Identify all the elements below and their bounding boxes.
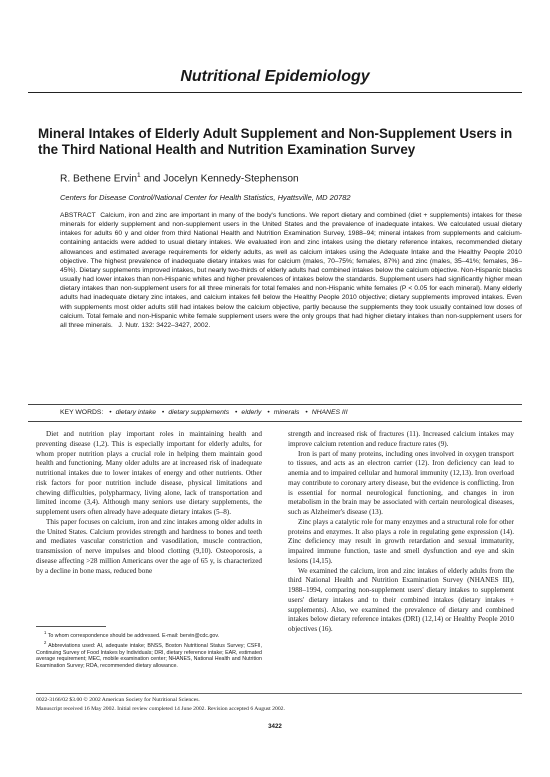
footnote-rule <box>36 626 106 627</box>
keywords-rule <box>28 421 522 422</box>
author-list <box>60 172 299 184</box>
bullet-icon: • <box>267 409 270 416</box>
body-column-left <box>36 430 262 576</box>
header-rule <box>28 92 522 93</box>
footer-rule <box>36 693 522 694</box>
keyword: dietary supplements <box>168 409 230 416</box>
author-name-2: and Jocelyn Kennedy-Stephenson <box>140 173 299 185</box>
abstract-text: Calcium, iron and zinc are important in many of the body's functions. We report dietary and combined (diet + supplements) intakes for these minerals for elderly supplement and non-supplement users in the United States and the prevalence of inadequate intakes. We calculated usual dietary intakes for adults 60 y and older from third National Health and Nutrition Examination Survey, 1988–94; mineral intakes from supplements and calcium-containing antacids were added to usual dietary intakes. We evaluated iron and zinc intakes using the dietary reference intakes, recommended dietary allowances and estimated average requirements for elderly adults, as well as calcium intakes using the Adequate Intake and the Healthy People 2010 objective. The highest prevalence of inadequate dietary intakes was for calcium (males, 70–75%; females, 87%) and zinc (males, 35–41%; females, 36–45%). Dietary supplements improved intakes, but nearly two-thirds of elderly adults had combined intakes below the calcium objective. Non-Hispanic blacks usually had lower intakes than non-Hispanic whites and higher prevalences of intakes below the standards. Supplement users had significantly higher mean dietary intakes than non-supplement users for all three minerals for total females and non-Hispanic white females (P < 0.05 for each mineral). Many elderly adults had inadequate dietary zinc intakes, and calcium intakes fell below the Healthy People 2010 objective; dietary supplements improved intakes. Even with supplements most older adults still had intakes below the calcium objective, partly because the supplements they took usually contained low doses of calcium. Total female and non-Hispanic white female supplement users were the only groups that had higher dietary intakes than non-supplement users for all three minerals. <box>60 212 522 329</box>
page-number: 3422 <box>268 723 282 730</box>
footnote-text: Abbreviations used: AI, adequate intake; BNSS, Boston Nutritional Status Survey; CSFII, Continuing Survey of Food Intakes by Individuals; DRI, dietary reference intake; EAR, estimated average requirement; MEC, mobile examination center; NHANES, National Health and Nutrition Examination Survey; RDA, recommended dietary allowance. <box>36 643 262 669</box>
affiliation: Centers for Disease Control/National Center for Health Statistics, Hyattsville, MD 20782 <box>60 193 351 202</box>
abstract <box>60 211 522 330</box>
article-title: Mineral Intakes of Elderly Adult Supplement and Non-Supplement Users in the Third National Health and Nutrition Examination Survey <box>38 126 513 157</box>
body-paragraph: This paper focuses on calcium, iron and zinc intakes among older adults in the United States. Calcium provides strength and hardness to bones and teeth and mediates vascular constriction and vasodilation, muscle contraction, transmission of nerve impulses and blood clotting (9,10). Osteoporosis, a disease affecting >28 million Americans over the age of 65 y, is characterized by a decline in bone mass, reduced bone <box>36 517 262 575</box>
body-paragraph: Iron is part of many proteins, including ones involved in oxygen transport to tissues, and acts as an electron carrier (12). Iron deficiency can lead to anemia and to impaired cellular and humoral immunity (12,13). Iron overload may contribute to coronary artery disease, but the evidence is conflicting. Iron is essential for normal neurological functioning, and changes in iron metabolism in the brain may be associated with certain neurological diseases, such as Alzheimer's disease (13). <box>288 449 514 516</box>
manuscript-dates: Manuscript received 16 May 2002. Initial review completed 14 June 2002. Revision accepted 6 August 2002. <box>36 706 285 712</box>
body-paragraph: strength and increased risk of fractures (11). Increased calcium intakes may improve calcium retention and reduce fracture rates (9). <box>288 430 514 448</box>
author-name-1: R. Bethene Ervin <box>60 173 138 185</box>
keyword: NHANES III <box>311 409 348 416</box>
footnote <box>36 640 262 669</box>
body-paragraph: Diet and nutrition play important roles in maintaining health and preventing disease (1,2). This is especially important for elderly adults, for whom proper nutrition plays a crucial role in helping them maintain good health and functioning. Many older adults are at increased risk of inadequate nutritional intakes due to lower intakes of energy and other nutrients. Other risk factors for poor nutrition include disease, physical limitations and chewing difficulties, polypharmacy, living alone, lack of transportation and limited income (3,4). Although many seniors use dietary supplements, the supplement users often already have adequate dietary intakes (5–8). <box>36 430 262 516</box>
footnote-text: To whom correspondence should be addressed. E-mail: bervin@cdc.gov. <box>47 632 220 639</box>
footnote-mark: 1 <box>44 630 47 635</box>
keywords <box>60 409 348 416</box>
body-paragraph: We examined the calcium, iron and zinc intakes of elderly adults from the third National Health and Nutrition Examination Survey (NHANES III), 1988–1994, comparing non-supplement users' dietary intakes to supplement users' dietary intakes and to their combined intakes (dietary intakes + supplements). Also, we examined the prevalence of dietary and combined intakes below dietary reference intakes (DRI) (12,14) or Healthy People 2010 objectives (16). <box>288 566 514 633</box>
bullet-icon: • <box>305 409 308 416</box>
author-footnote-mark: 1 <box>137 172 141 179</box>
issn-line: 0022-3166/02 $3.00 © 2002 American Society for Nutritional Sciences. <box>36 697 200 703</box>
keyword: dietary intake <box>115 409 157 416</box>
footnote <box>36 630 262 639</box>
abstract-citation: J. Nutr. 132: 3422–3427, 2002. <box>118 321 211 329</box>
abstract-label: ABSTRACT <box>60 212 96 219</box>
abstract-rule <box>28 404 522 405</box>
footnote-mark: 2 <box>44 640 47 646</box>
body-column-right <box>288 430 514 635</box>
bullet-icon: • <box>161 409 165 416</box>
bullet-icon: • <box>235 409 238 416</box>
footnotes <box>36 630 262 671</box>
keyword: minerals <box>273 409 300 416</box>
keywords-label: KEY WORDS: <box>60 409 104 416</box>
body-paragraph: Zinc plays a catalytic role for many enzymes and a structural role for other proteins and enzymes. It also plays a role in regulating gene expression (14). Zinc deficiency may result in growth retardation and sexual immaturity, impaired immune function, taste and smell dysfunction and eye and skin lesions (14,15). <box>288 517 514 565</box>
journal-section-header: Nutritional Epidemiology <box>180 68 370 85</box>
bullet-icon: • <box>109 409 112 416</box>
keyword: elderly <box>241 409 262 416</box>
